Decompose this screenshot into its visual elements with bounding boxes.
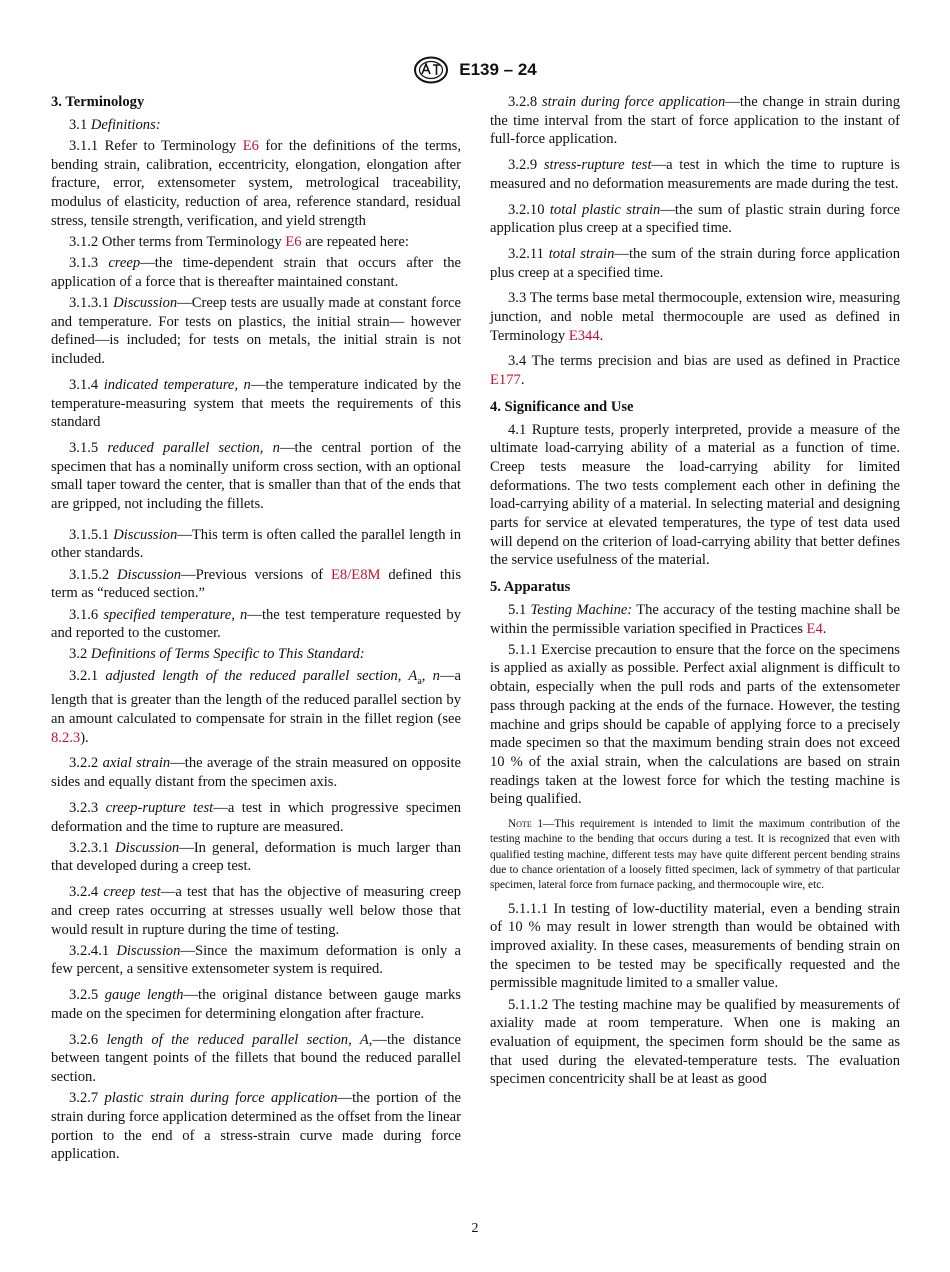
para-3-2-1: 3.2.1 adjusted length of the reduced parallel section, $A_a$, n—a length that is greater than the length of the reduced parallel section by an amount calculated to compensate for strain in the fillet region (see 8.2.3). — [51, 667, 461, 746]
para-3-1-6: 3.1.6 specified temperature, n—the test temperature requested by and reported to the customer. — [51, 606, 461, 642]
para-3-1-5: 3.1.5 reduced parallel section, n—the central portion of the specimen that has a nominally uniform cross section, with an optional small taper toward the center, that is smaller than that of the ends that are gripped, not including the fillets. — [51, 439, 461, 513]
ref-link-e344[interactable]: E344 — [568, 327, 600, 344]
ref-link-8-2-3[interactable]: 8.2.3 — [51, 729, 81, 746]
para-3-4: 3.4 The terms precision and bias are used as defined in Practice E177. — [490, 353, 900, 389]
para-5-1-1: 5.1.1 Exercise precaution to ensure that the force on the specimens is applied as axially as possible. Perfect axial alignment is difficult to obtain, especially when the pull rods and parts of the extensometer pass through packing at the ends of the furnace. However, the testing machine and grips should be capable of applying force to a precisely made specimen so that the maximum bending strain does not exceed 10 % of the axial strain, when the calculations are based on strain readings taken at the lowest force for which the testing machine is being qualified. — [490, 641, 900, 808]
para-3-2-9: 3.2.9 stress-rupture test—a test in which the time to rupture is measured and no deformation measurements are made during the test. — [490, 157, 900, 192]
right-column — [490, 93, 900, 1092]
para-3-2-6: 3.2.6 length of the reduced parallel section, A,—the distance between tangent points of the fillets that bound the reduced parallel section. — [51, 1031, 461, 1085]
para-3-2-4-1: 3.2.4.1 Discussion—Since the maximum deformation is only a few percent, a sensitive extensometer system is required. — [51, 942, 462, 978]
para-3-1-5-2: 3.1.5.2 Discussion—Previous versions of E8/E8M defined this term as “reduced section.” — [51, 566, 461, 602]
ref-link-e4[interactable]: E4 — [806, 620, 823, 637]
note-1: Note 1—This requirement is intended to limit the maximum contribution of the testing machine to the bending that occurs during a test. It is recognized that even with qualified testing machine, different tests may have quite different percent bending strains due to chance orientation of a loosely fitted specimen, lack of symmetry of that particular specimen, lateral force from furnace packing, and thermocouple wire, etc. — [490, 818, 900, 892]
para-5-1-1-1: 5.1.1.1 In testing of low-ductility material, even a bending strain of 10 % may result in lower strength than would be obtained with improved axiality. In these cases, measurements of bending strain on the specimen to be tested may be specifically requested and the permissible magnitude limited to a smaller value. — [490, 900, 900, 992]
section-heading-apparatus: 5. Apparatus — [490, 579, 571, 596]
para-3-1-2: 3.1.2 Other terms from Terminology E6 are repeated here: — [69, 233, 409, 250]
para-3-2-3: 3.2.3 creep-rupture test—a test in which progressive specimen deformation and the time to rupture are measured. — [51, 799, 461, 835]
para-3-1-3: 3.1.3 creep—the time-dependent strain that occurs after the application of a force that is thereafter maintained constant. — [51, 255, 461, 290]
astm-logo — [413, 56, 449, 84]
ref-link-e8-e8m[interactable]: E8/E8M — [331, 566, 381, 583]
para-3-1-5-1: 3.1.5.1 Discussion—This term is often called the parallel length in other standards. — [51, 526, 461, 562]
para-3-2-5: 3.2.5 gauge length—the original distance between gauge marks made on the specimen for determining elongation after fracture. — [51, 987, 461, 1022]
section-heading-significance: 4. Significance and Use — [490, 398, 634, 415]
page-number: 2 — [471, 1221, 479, 1236]
para-3-2: 3.2 Definitions of Terms Specific to This Standard: — [69, 646, 365, 663]
para-3-2-3-1: 3.2.3.1 Discussion—In general, deformation is much larger than that developed during a creep test. — [51, 839, 461, 875]
para-3-3: 3.3 The terms base metal thermocouple, extension wire, measuring junction, and noble metal thermocouple are used as defined in Terminology E344. — [490, 290, 900, 344]
para-3-2-2: 3.2.2 axial strain—the average of the strain measured on opposite sides and equally distant from the specimen axis. — [51, 755, 462, 791]
para-3-2-10: 3.2.10 total plastic strain—the sum of plastic strain during force application plus creep at a specified time. — [490, 201, 901, 237]
para-3-2-8: 3.2.8 strain during force application—the change in strain during the time interval from the start of force application to the instant of full-force application. — [490, 94, 901, 148]
standard-designation: E139 – 24 — [459, 60, 537, 79]
para-3-2-7: 3.2.7 plastic strain during force application—the portion of the strain during force application determined as the offset from the linear portion to the end of a stress-strain curve made during force application. — [51, 1090, 461, 1163]
para-3-1: 3.1 Definitions: — [69, 116, 161, 133]
para-3-1-1: 3.1.1 Refer to Terminology E6 for the definitions of the terms, bending strain, calibration, eccentricity, elongation, elongation after fracture, error, extensometer system, metrological traceability, modulus of elasticity, reduction of area, reference standard, residual stress, tensile strength, verification, and yield strength — [51, 137, 461, 229]
left-column — [51, 93, 461, 1166]
page-header — [0, 56, 950, 84]
para-3-2-11: 3.2.11 total strain—the sum of the strain during force application plus creep at a specified time. — [490, 245, 901, 281]
para-3-1-3-1: 3.1.3.1 Discussion—Creep tests are usually made at constant force and temperature. For tests on plastics, the initial strain— however defined—is included; for tests on metals, the initial strain is not included. — [51, 295, 462, 368]
para-5-1: 5.1 Testing Machine: The accuracy of the testing machine shall be within the permissible variation specified in Practices E4. — [490, 601, 900, 637]
ref-link-e6[interactable]: E6 — [242, 137, 259, 154]
para-3-1-4: 3.1.4 indicated temperature, n—the temperature indicated by the temperature-measuring system that meets the requirements of this standard — [51, 376, 461, 431]
para-5-1-1-2: 5.1.1.2 The testing machine may be qualified by measurements of axiality made at room temperature. When one is making an evaluation of equipment, the specimen form should be the same as that used during the elevated-temperature tests. The evaluation specimen concentricity shall be at least as good — [490, 996, 900, 1088]
section-heading-terminology: 3. Terminology — [51, 94, 145, 110]
ref-link-e6[interactable]: E6 — [285, 233, 302, 250]
para-3-2-4: 3.2.4 creep test—a test that has the objective of measuring creep and creep rates occurring at stresses usually well below those that would result in rupture during the time of testing. — [51, 884, 462, 938]
ref-link-e177[interactable]: E177 — [490, 372, 521, 389]
para-4-1: 4.1 Rupture tests, properly interpreted, provide a measure of the ultimate load-carrying ability of a material as a function of time. Creep tests measure the load-carrying ability for limited deformations. The two tests complement each other in defining the load-carrying ability of a material. In selecting material and designing parts for service at elevated temperatures, the type of test data used will depend on the criterion of load-carrying ability that better defines the service usefulness of the material. — [490, 421, 900, 569]
